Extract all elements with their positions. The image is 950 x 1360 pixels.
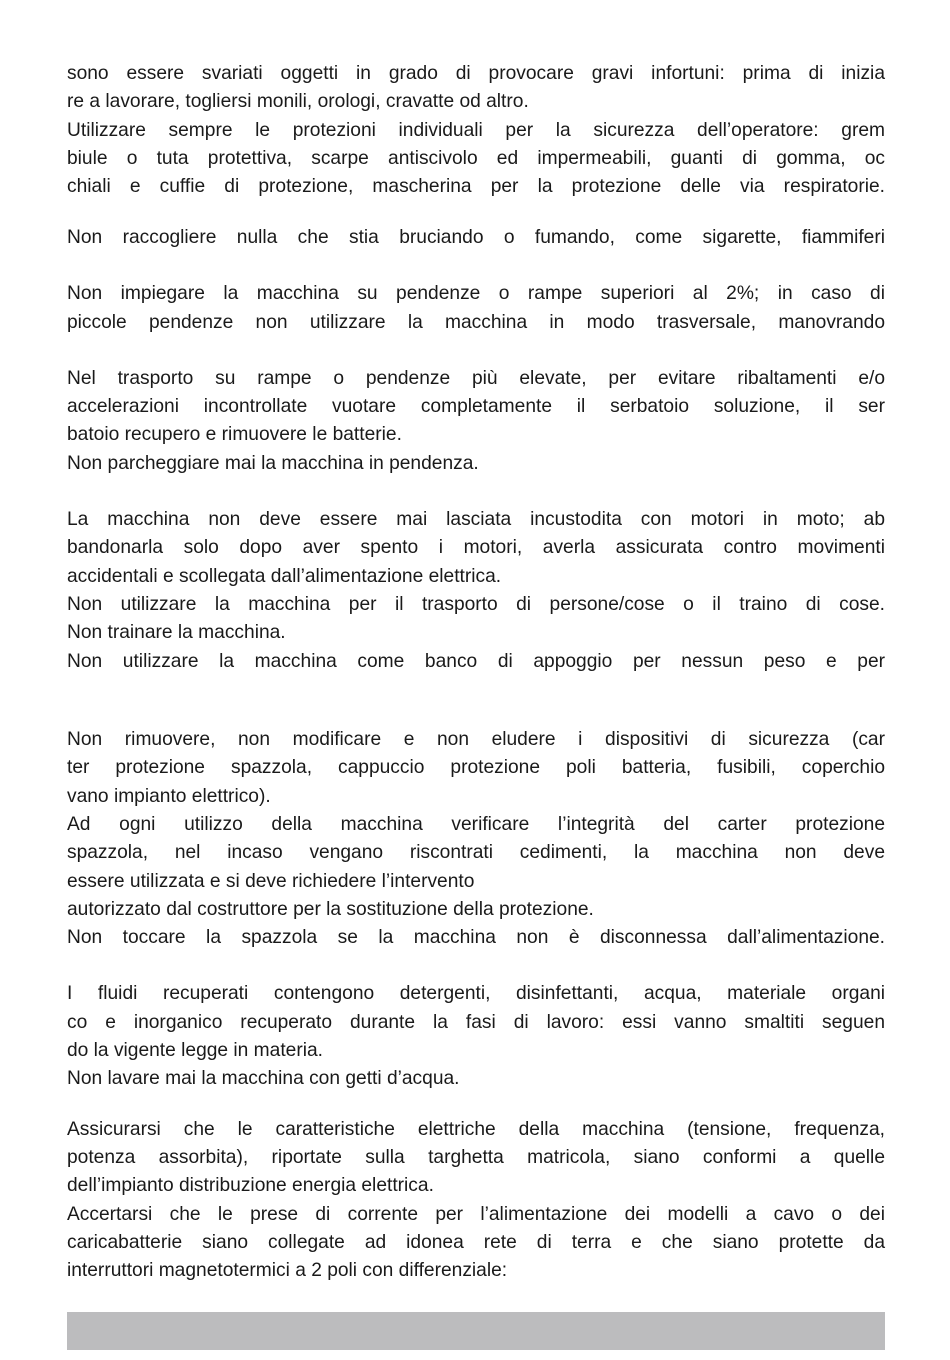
text-line: Nel trasporto su rampe o pendenze più elevate, per evitare ribaltamenti e/o <box>67 368 885 389</box>
text-line: Assicurarsi che le caratteristiche elettriche della macchina (tensione, frequenza, <box>67 1119 885 1140</box>
text-line: piccole pendenze non utilizzare la macchina in modo trasversale, manovrando <box>67 312 885 333</box>
text-line: sono essere svariati oggetti in grado di provocare gravi infortuni: prima di inizia <box>67 63 885 84</box>
text-line: dell’impianto distribuzione energia elettrica. <box>67 1175 434 1196</box>
text-line: I fluidi recuperati contengono detergenti, disinfettanti, acqua, materiale organi <box>67 983 885 1004</box>
text-line: Non raccogliere nulla che stia bruciando o fumando, come sigarette, fiammiferi <box>67 227 885 248</box>
text-line: interruttori magnetotermici a 2 poli con differenziale: <box>67 1260 508 1281</box>
text-line: essere utilizzata e si deve richiedere l’intervento <box>67 871 475 892</box>
text-line: Utilizzare sempre le protezioni individuali per la sicurezza dell’operatore: grem <box>67 120 885 141</box>
text-line: Non toccare la spazzola se la macchina non è disconnessa dall’alimentazione. <box>67 927 885 948</box>
text-line: batoio recupero e rimuovere le batterie. <box>67 424 402 445</box>
text-line: re a lavorare, togliersi monili, orologi, cravatte od altro. <box>67 91 529 112</box>
text-line: ter protezione spazzola, cappuccio protezione poli batteria, fusibili, coperchio <box>67 757 885 778</box>
text-line: Non parcheggiare mai la macchina in pendenza. <box>67 453 479 474</box>
text-line: accidentali e scollegata dall’alimentazione elettrica. <box>67 566 502 587</box>
text-line: Non trainare la macchina. <box>67 622 286 643</box>
text-line: La macchina non deve essere mai lasciata incustodita con motori in moto; ab <box>67 509 885 530</box>
text-line: vano impianto elettrico). <box>67 786 271 807</box>
text-line: Ad ogni utilizzo della macchina verificare l’integrità del carter protezione <box>67 814 885 835</box>
text-line: Non impiegare la macchina su pendenze o rampe superiori al 2%; in caso di <box>67 283 885 304</box>
text-line: biule o tuta protettiva, scarpe antiscivolo ed impermeabili, guanti di gomma, oc <box>67 148 885 169</box>
text-line: bandonarla solo dopo aver spento i motori, averla assicurata contro movimenti <box>67 537 885 558</box>
text-line: Non utilizzare la macchina come banco di appoggio per nessun peso e per <box>67 651 885 672</box>
text-line: Non rimuovere, non modificare e non eludere i dispositivi di sicurezza (car <box>67 729 885 750</box>
footer-bar <box>67 1312 885 1350</box>
text-line: co e inorganico recuperato durante la fasi di lavoro: essi vanno smaltiti seguen <box>67 1012 885 1033</box>
text-line: Non utilizzare la macchina per il trasporto di persone/cose o il traino di cose. <box>67 594 885 615</box>
text-line: caricabatterie siano collegate ad idonea rete di terra e che siano protette da <box>67 1232 885 1253</box>
text-line: spazzola, nel incaso vengano riscontrati cedimenti, la macchina non deve <box>67 842 885 863</box>
text-line: Accertarsi che le prese di corrente per l’alimentazione dei modelli a cavo o dei <box>67 1204 885 1225</box>
text-line: accelerazioni incontrollate vuotare completamente il serbatoio soluzione, il ser <box>67 396 885 417</box>
text-line: Non lavare mai la macchina con getti d’acqua. <box>67 1068 460 1089</box>
text-line: autorizzato dal costruttore per la sostituzione della protezione. <box>67 899 594 920</box>
text-line: do la vigente legge in materia. <box>67 1040 323 1061</box>
text-line: potenza assorbita), riportate sulla targhetta matricola, siano conformi a quelle <box>67 1147 885 1168</box>
text-line: chiali e cuffie di protezione, mascherina per la protezione delle via respiratorie. <box>67 176 885 197</box>
